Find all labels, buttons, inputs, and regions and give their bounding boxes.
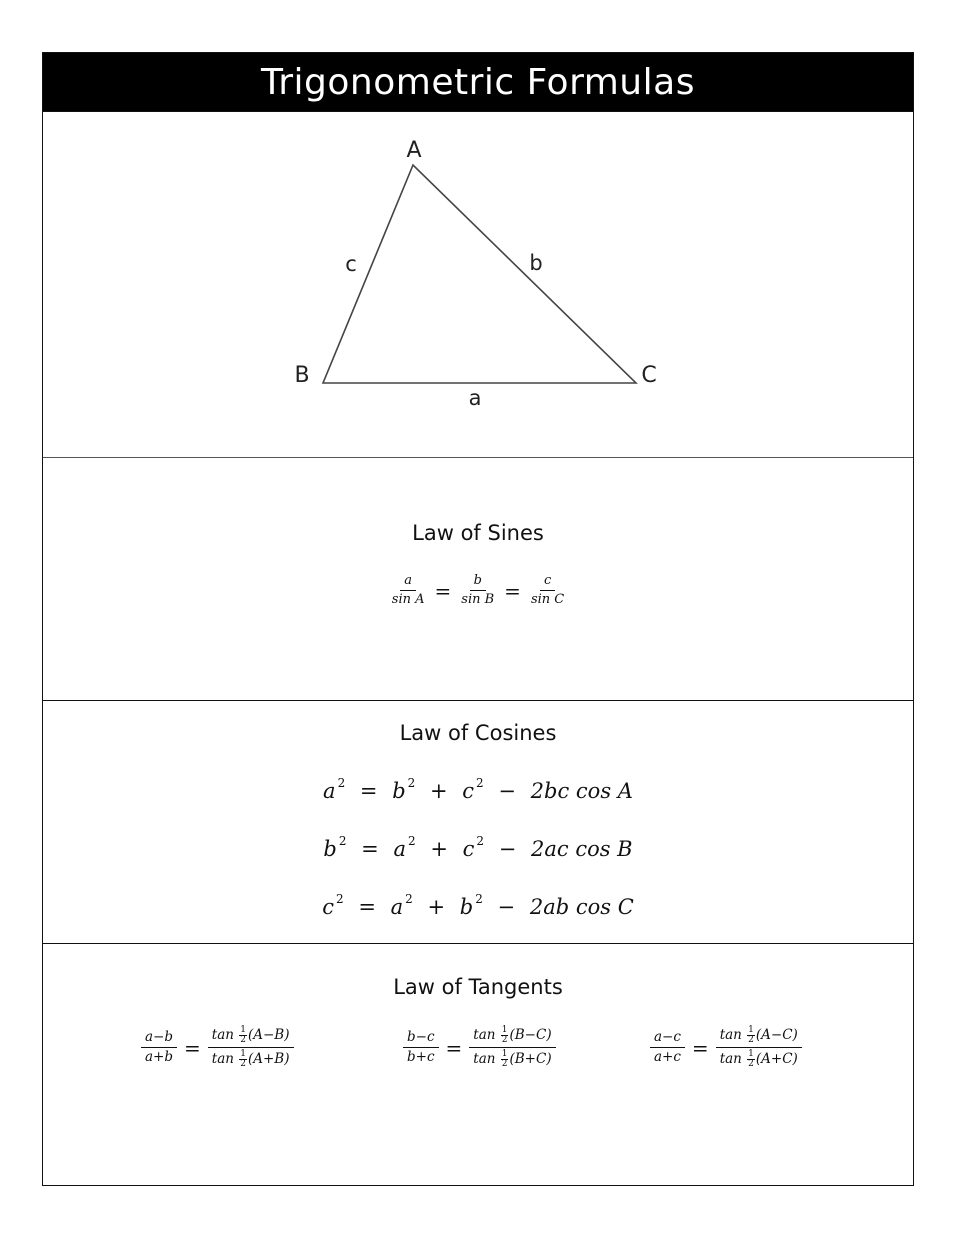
exponent: 2: [475, 892, 483, 906]
half-numerator: 1: [240, 1049, 246, 1059]
equals-sign: =: [504, 578, 521, 603]
law-of-tangents-section: [43, 943, 913, 1187]
fraction-denominator: sin B: [461, 592, 495, 608]
formula-term: b: [392, 779, 406, 803]
fraction-numerator: [469, 1026, 555, 1048]
page-title-text: Trigonometric Formulas: [261, 61, 695, 103]
formula-term: 2ac cos B: [531, 837, 633, 861]
equals-sign: =: [445, 1035, 463, 1060]
exponent: 2: [335, 892, 344, 906]
fraction-denominator: sin C: [530, 592, 565, 608]
side-label-a: a: [468, 386, 482, 410]
plus-sign: +: [427, 895, 446, 919]
fraction-numerator: [208, 1026, 294, 1048]
exponent: 2: [338, 834, 347, 848]
half-denominator: 2: [240, 1035, 246, 1045]
half-numerator: 1: [501, 1049, 508, 1059]
formula-term: a: [390, 895, 404, 919]
side-label-b: b: [529, 251, 543, 275]
exponent: 2: [407, 834, 416, 848]
triangle-diagram: [43, 112, 913, 456]
side-label-c: c: [345, 252, 357, 276]
formula-term: c: [462, 779, 475, 803]
equals-sign: =: [184, 1035, 201, 1060]
fraction-denominator: [208, 1048, 294, 1069]
fraction-denominator: a+b: [145, 1049, 174, 1065]
formula-term: a: [323, 779, 336, 803]
angle-expression: (A−C): [755, 1027, 798, 1043]
half-denominator: 2: [501, 1035, 508, 1045]
fraction-numerator: c: [540, 574, 555, 591]
cosine-formula-b: [43, 834, 913, 861]
formula-term: 2bc cos A: [530, 779, 633, 803]
angle-expression: (A−B): [247, 1027, 290, 1043]
sines-fraction-c: [527, 574, 568, 608]
half-numerator: 1: [748, 1049, 754, 1059]
law-of-sines-heading: Law of Sines: [412, 521, 544, 545]
fraction-denominator: a+c: [654, 1049, 681, 1065]
half-denominator: 2: [748, 1035, 754, 1045]
formula-term: a: [393, 837, 406, 861]
page-title: [43, 53, 913, 111]
formula-term: c: [462, 837, 475, 861]
half-denominator: 2: [240, 1059, 246, 1069]
vertex-label-a: A: [406, 138, 422, 163]
formula-term: c: [322, 895, 334, 919]
formula-term: 2ab cos C: [529, 895, 634, 919]
half-denominator: 2: [501, 1059, 508, 1069]
law-of-sines-section: [43, 457, 913, 700]
fraction-numerator: a: [400, 574, 416, 591]
triangle-section: [43, 111, 913, 457]
plus-sign: +: [429, 779, 448, 803]
tan-function: tan: [473, 1027, 496, 1043]
half-numerator: 1: [501, 1025, 508, 1035]
formula-term: b: [459, 895, 474, 919]
exponent: 2: [476, 776, 484, 790]
tangent-rhs-fraction: [716, 1026, 802, 1069]
cosine-formula-c: [43, 892, 913, 919]
tan-function: tan: [211, 1051, 234, 1067]
fraction-numerator: [716, 1026, 802, 1048]
vertex-label-c: C: [641, 363, 657, 388]
exponent: 2: [407, 776, 416, 790]
law-of-cosines-section: [43, 700, 913, 943]
exponent: 2: [405, 892, 413, 906]
equals-sign: =: [361, 837, 379, 861]
sines-fraction-a: [388, 574, 429, 608]
tangent-formulas-row: [43, 1026, 913, 1086]
tangent-formula-ac: [650, 1026, 802, 1069]
angle-expression: (A+B): [247, 1051, 290, 1067]
minus-sign: −: [497, 895, 516, 919]
tan-function: tan: [211, 1027, 234, 1043]
equals-sign: =: [691, 1035, 709, 1060]
law-of-sines-formula: [43, 574, 913, 608]
tan-function: tan: [473, 1051, 496, 1067]
fraction-numerator: a−c: [650, 1030, 685, 1048]
tan-function: tan: [719, 1051, 742, 1067]
formula-sheet: [42, 52, 914, 1186]
half-numerator: 1: [748, 1025, 754, 1035]
law-of-cosines-heading: Law of Cosines: [399, 721, 557, 745]
exponent: 2: [476, 834, 485, 848]
fraction-numerator: b: [470, 574, 486, 591]
triangle-shape: [323, 165, 636, 383]
fraction-numerator: b−c: [403, 1030, 439, 1048]
cosine-formula-a: [43, 776, 913, 803]
tangent-formula-bc: [403, 1026, 556, 1069]
fraction-denominator: [469, 1048, 555, 1069]
tan-function: tan: [719, 1027, 742, 1043]
fraction-denominator: sin A: [391, 592, 425, 608]
fraction-denominator: b+c: [407, 1049, 435, 1065]
plus-sign: +: [430, 837, 448, 861]
tangent-lhs-fraction: [650, 1030, 685, 1065]
equals-sign: =: [358, 895, 376, 919]
sines-fraction-b: [457, 574, 498, 608]
formula-term: b: [323, 837, 337, 861]
tangent-lhs-fraction: [403, 1030, 439, 1065]
minus-sign: −: [498, 779, 516, 803]
fraction-numerator: a−b: [141, 1030, 177, 1048]
half-fraction: [747, 1050, 755, 1069]
angle-expression: (B+C): [509, 1051, 552, 1067]
half-fraction: [501, 1050, 509, 1069]
half-fraction: [239, 1026, 247, 1045]
angle-expression: (A+C): [755, 1051, 798, 1067]
exponent: 2: [337, 776, 346, 790]
half-numerator: 1: [240, 1025, 246, 1035]
half-fraction: [747, 1026, 755, 1045]
half-fraction: [239, 1050, 247, 1069]
equals-sign: =: [359, 779, 378, 803]
fraction-denominator: [716, 1048, 802, 1069]
law-of-tangents-heading: Law of Tangents: [393, 975, 563, 999]
angle-expression: (B−C): [509, 1027, 552, 1043]
tangent-rhs-fraction: [208, 1026, 294, 1069]
tangent-lhs-fraction: [141, 1030, 177, 1065]
tangent-rhs-fraction: [469, 1026, 555, 1069]
half-denominator: 2: [748, 1059, 754, 1069]
vertex-label-b: B: [294, 363, 310, 388]
minus-sign: −: [498, 837, 517, 861]
equals-sign: =: [434, 578, 452, 603]
tangent-formula-ab: [141, 1026, 294, 1069]
half-fraction: [501, 1026, 509, 1045]
